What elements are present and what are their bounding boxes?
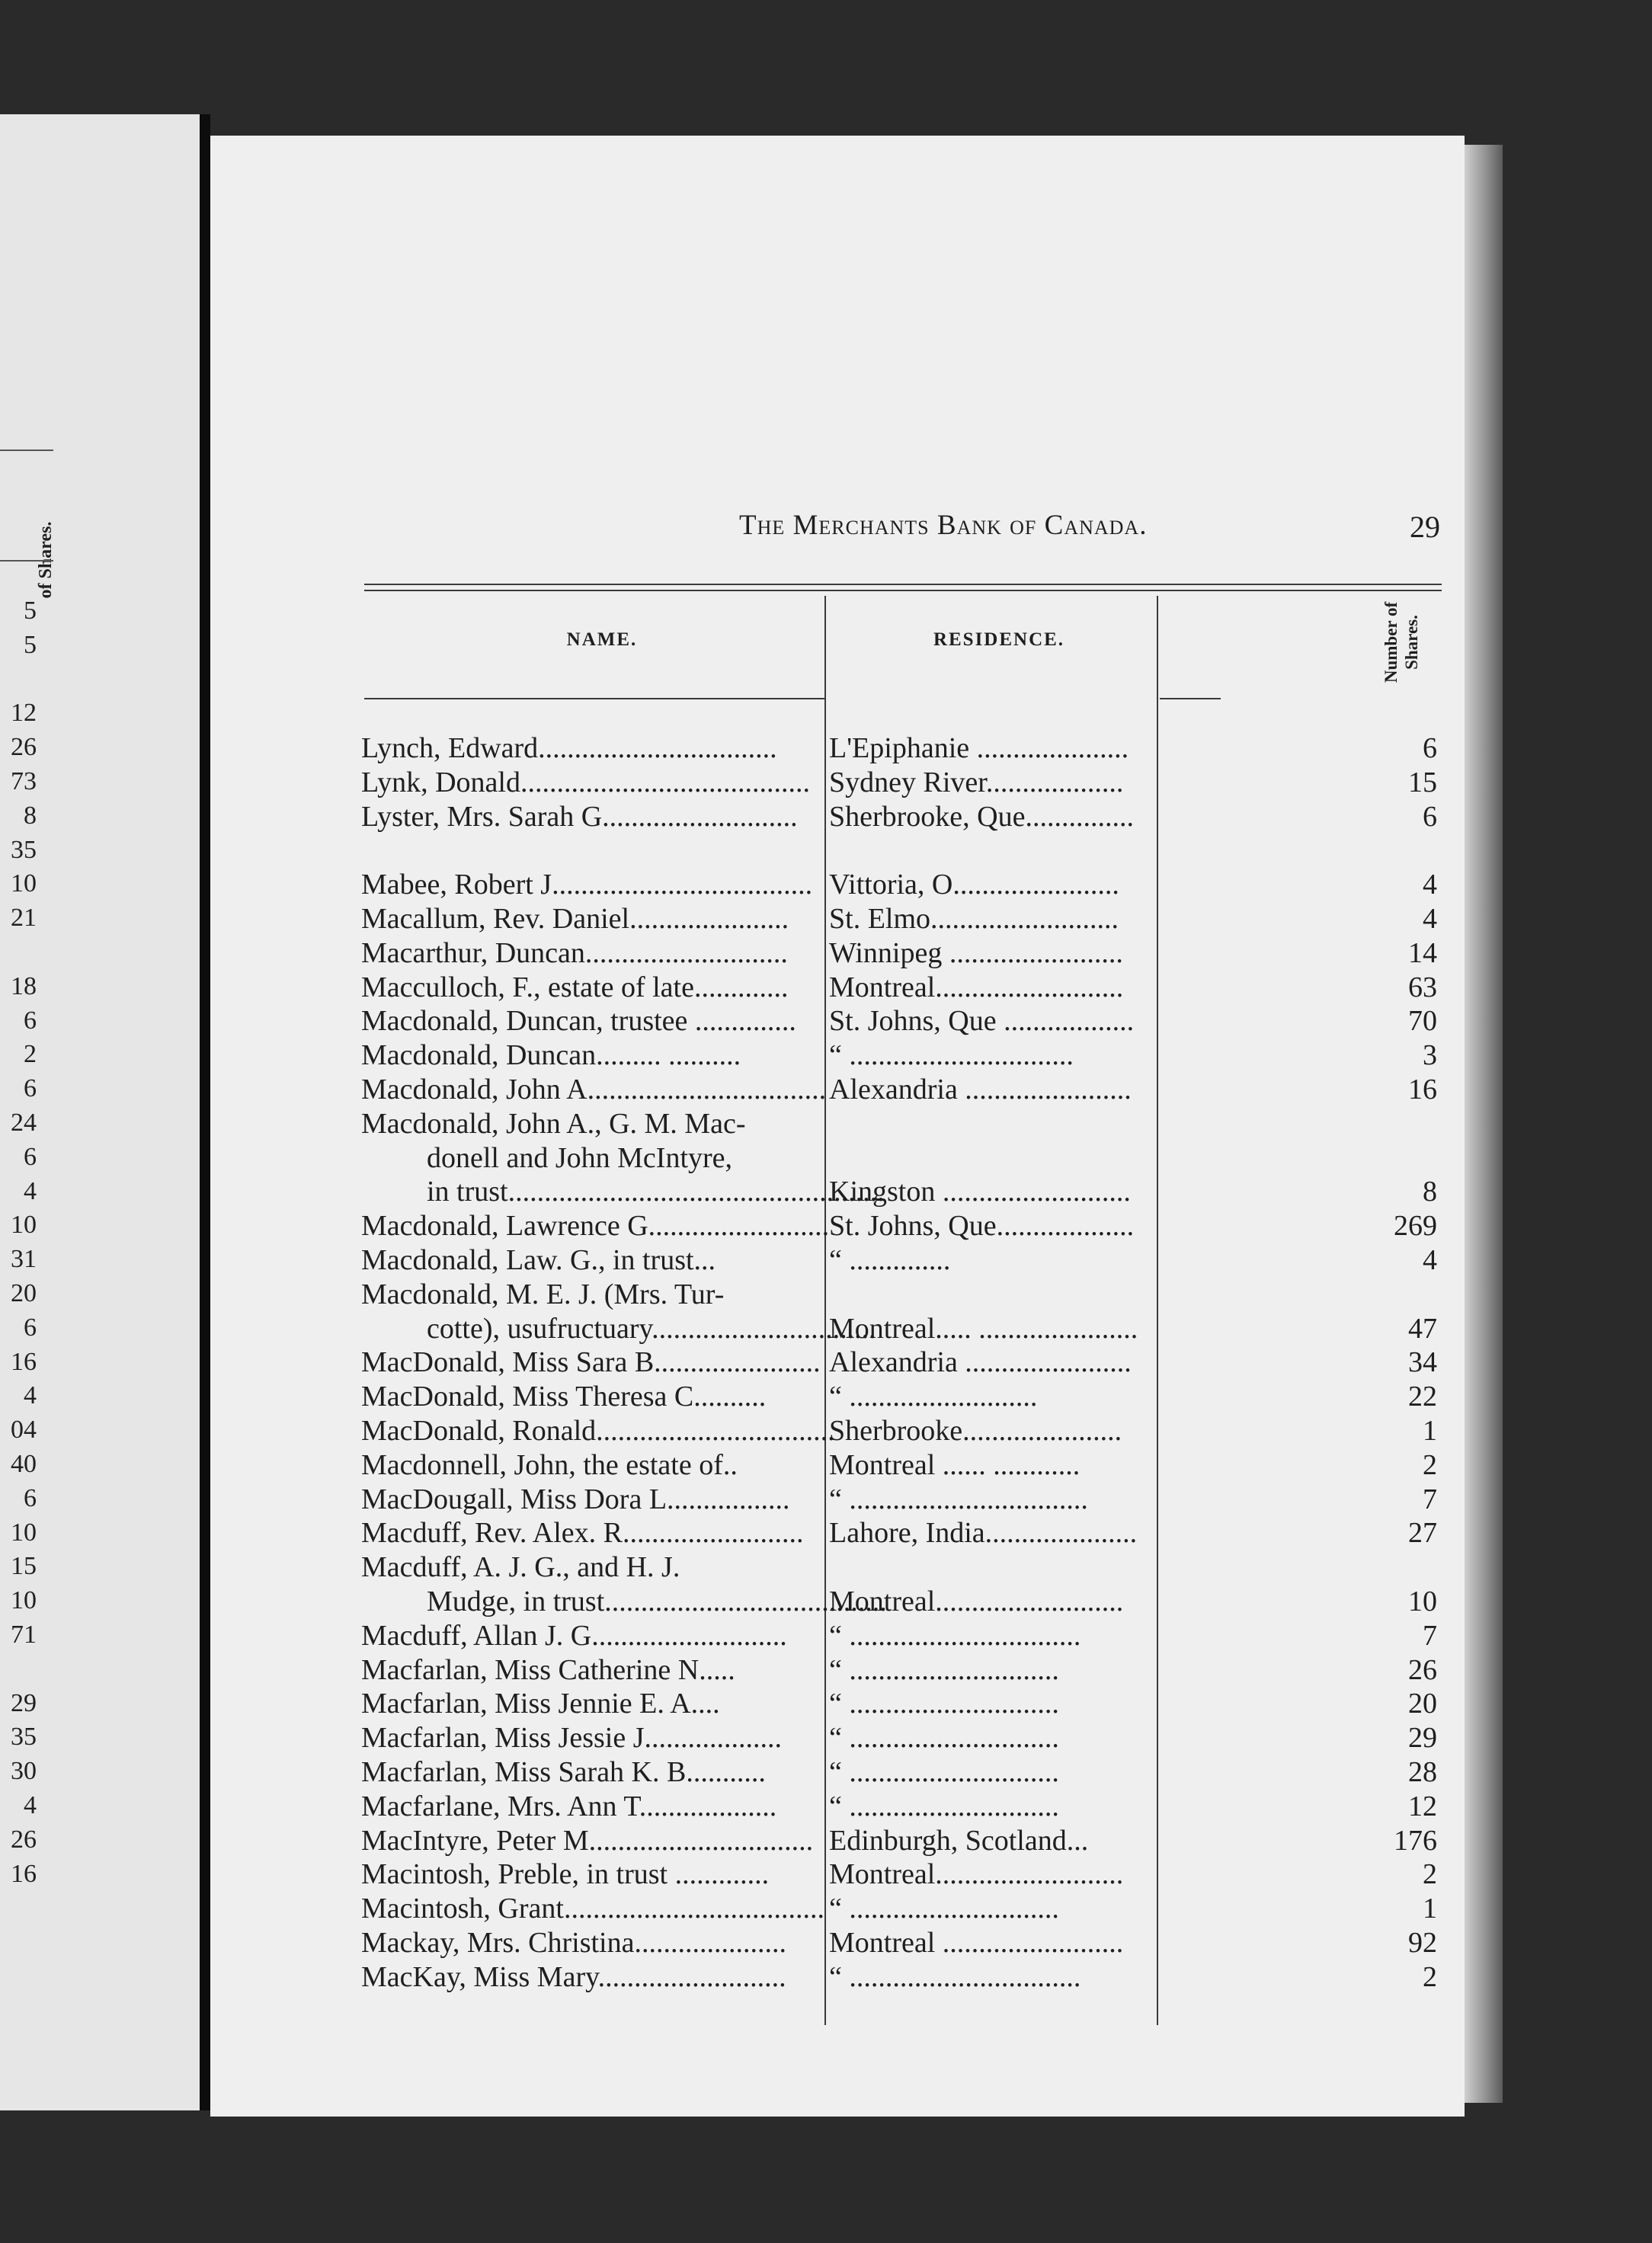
left-page-number: 24 — [11, 1109, 37, 1137]
shareholder-residence: Kingston .......................... — [829, 1176, 1131, 1208]
shareholder-residence: Montreal..... ...................... — [829, 1312, 1138, 1345]
left-page-number: 26 — [11, 1825, 37, 1854]
shareholder-residence: “ ................................ — [829, 1960, 1081, 1993]
shareholder-shares: 7 — [1423, 1483, 1437, 1515]
shareholder-name: MacDougall, Miss Dora L................. — [361, 1483, 790, 1515]
shareholder-residence: Montreal ...... ............ — [829, 1448, 1081, 1481]
shareholder-name: cotte), usufructuary............................... — [427, 1312, 876, 1345]
shareholder-name: Mudge, in trust....................................... — [427, 1585, 887, 1617]
shareholder-shares: 14 — [1408, 936, 1437, 969]
shareholder-name: Macdonald, John A................................. — [361, 1074, 827, 1106]
shareholder-shares: 27 — [1408, 1517, 1437, 1550]
shareholder-name: Macfarlan, Miss Catherine N..... — [361, 1653, 735, 1686]
table-row — [210, 1516, 1465, 1550]
shareholder-residence: Lahore, India..................... — [829, 1517, 1138, 1550]
table-row — [210, 1721, 1465, 1755]
facing-page-left — [0, 114, 200, 2110]
left-page-number: 2 — [24, 1040, 37, 1069]
shareholder-residence: “ ............................. — [829, 1790, 1059, 1822]
shareholder-residence: “ ............................. — [829, 1722, 1059, 1755]
table-row — [210, 1312, 1465, 1345]
shareholder-shares: 16 — [1408, 1074, 1437, 1106]
left-page-number: 21 — [11, 904, 37, 933]
shareholder-shares: 7 — [1423, 1619, 1437, 1652]
table-row — [210, 1448, 1465, 1482]
table-row — [210, 1619, 1465, 1653]
shareholder-shares: 3 — [1423, 1039, 1437, 1072]
column-header-shares-text: Number of Shares. — [1381, 601, 1421, 683]
shareholder-shares: 63 — [1408, 971, 1437, 1003]
table-row — [210, 936, 1465, 970]
table-row — [210, 731, 1465, 765]
shareholder-shares: 6 — [1423, 800, 1437, 833]
shareholder-name: Mackay, Mrs. Christina..................... — [361, 1927, 786, 1959]
left-page-number: 29 — [11, 1688, 37, 1717]
shareholder-residence: “ ............................. — [829, 1653, 1059, 1686]
shareholder-shares: 10 — [1408, 1585, 1437, 1617]
table-row — [210, 1038, 1465, 1072]
shareholder-name: Macculloch, F., estate of late............. — [361, 971, 789, 1003]
shareholder-shares: 2 — [1423, 1448, 1437, 1481]
left-page-number: 31 — [11, 1245, 37, 1274]
shareholder-residence: “ .............. — [829, 1244, 951, 1276]
left-page-number: 6 — [24, 1313, 37, 1342]
left-page-number: 71 — [11, 1621, 37, 1649]
shareholder-residence: Montreal.......................... — [829, 1585, 1124, 1617]
table-row — [210, 1243, 1465, 1277]
left-page-number: 4 — [24, 1791, 37, 1819]
column-header-name: NAME. — [566, 629, 638, 650]
shareholder-residence: “ ............................. — [829, 1756, 1059, 1788]
shareholder-shares: 28 — [1408, 1756, 1437, 1788]
left-page-number: 20 — [11, 1279, 37, 1307]
shareholder-residence: “ ................................ — [829, 1619, 1081, 1652]
shareholder-residence: Montreal ......................... — [829, 1927, 1124, 1959]
shareholder-residence: Sydney River................... — [829, 766, 1124, 798]
shareholder-residence: St. Elmo.......................... — [829, 903, 1119, 935]
table-row — [210, 1414, 1465, 1448]
shareholder-name: Macdonald, Duncan......... .......... — [361, 1039, 741, 1072]
shareholder-name: Macfarlan, Miss Sarah K. B........... — [361, 1756, 766, 1788]
table-row — [210, 800, 1465, 834]
left-page-number: 16 — [11, 1347, 37, 1376]
left-page-number: 10 — [11, 1586, 37, 1615]
left-page-number: 16 — [11, 1859, 37, 1888]
shareholder-shares: 176 — [1394, 1824, 1437, 1857]
table-row — [210, 1755, 1465, 1789]
shareholder-shares: 22 — [1408, 1381, 1437, 1413]
shareholder-name: MacKay, Miss Mary.......................... — [361, 1960, 786, 1993]
shareholder-name: Macintosh, Grant.................................... — [361, 1893, 824, 1925]
table-row — [210, 1857, 1465, 1891]
shareholder-name: Macallum, Rev. Daniel...................... — [361, 903, 789, 935]
header-underline-name — [364, 698, 824, 699]
shareholder-shares: 92 — [1408, 1927, 1437, 1959]
shareholder-name: Mabee, Robert J.................................... — [361, 869, 813, 901]
left-page-number: 04 — [11, 1416, 37, 1445]
shareholder-residence: Sherbrooke...................... — [829, 1415, 1122, 1447]
table-row — [210, 1380, 1465, 1413]
left-page-number: 10 — [11, 869, 37, 898]
shareholder-name: Macdonald, Lawrence G......................... — [361, 1210, 830, 1243]
shareholder-residence: Edinburgh, Scotland... — [829, 1824, 1089, 1857]
left-page-number: 6 — [24, 1142, 37, 1171]
table-row — [210, 1926, 1465, 1960]
header-underline-shares — [1160, 698, 1221, 699]
shareholder-residence: Sherbrooke, Que............... — [829, 800, 1134, 833]
left-page-number: 12 — [11, 699, 37, 728]
shareholder-name: Macfarlane, Mrs. Ann T................... — [361, 1790, 777, 1822]
table-row — [210, 1107, 1465, 1141]
left-page-number: 6 — [24, 1074, 37, 1103]
table-row — [210, 1004, 1465, 1038]
table-row — [210, 1653, 1465, 1687]
table-row — [210, 1585, 1465, 1618]
shareholder-name: in trust.................................................... — [427, 1176, 885, 1208]
table-row — [210, 834, 1465, 867]
table-row — [210, 1824, 1465, 1857]
shareholder-shares: 269 — [1394, 1210, 1437, 1243]
table-row — [210, 1073, 1465, 1106]
shareholder-name: Macfarlan, Miss Jennie E. A.... — [361, 1688, 720, 1720]
shareholder-shares: 1 — [1423, 1415, 1437, 1447]
shareholder-shares: 20 — [1408, 1688, 1437, 1720]
left-page-number: 26 — [11, 733, 37, 762]
shareholder-name: Lynk, Donald........................................ — [361, 766, 810, 798]
table-row — [210, 1960, 1465, 1994]
book-gutter — [200, 114, 210, 2110]
left-page-number: 35 — [11, 835, 37, 864]
left-page-number: 6 — [24, 1483, 37, 1512]
shareholder-residence: “ ............................. — [829, 1688, 1059, 1720]
left-page-rule — [0, 450, 53, 451]
table-row — [210, 766, 1465, 799]
shareholder-shares: 70 — [1408, 1005, 1437, 1038]
running-head: The Merchants Bank of Canada. — [739, 510, 1148, 541]
shareholder-shares: 15 — [1408, 766, 1437, 798]
shareholder-shares: 12 — [1408, 1790, 1437, 1822]
top-rule-double — [364, 590, 1442, 591]
shareholder-shares: 1 — [1423, 1893, 1437, 1925]
shareholder-residence: L'Epiphanie ..................... — [829, 732, 1129, 764]
left-page-number: 5 — [24, 597, 37, 625]
shareholder-name: MacDonald, Miss Theresa C.......... — [361, 1381, 767, 1413]
page-stack-edge — [1465, 145, 1503, 2103]
table-row — [210, 1483, 1465, 1516]
shareholder-shares: 8 — [1423, 1176, 1437, 1208]
shareholder-shares: 47 — [1408, 1312, 1437, 1345]
shareholder-residence: “ ................................. — [829, 1483, 1088, 1515]
shareholder-name: Macfarlan, Miss Jessie J................... — [361, 1722, 782, 1755]
shareholder-shares: 2 — [1423, 1960, 1437, 1993]
table-row — [210, 1550, 1465, 1584]
table-row — [210, 1209, 1465, 1243]
shareholder-shares: 34 — [1408, 1346, 1437, 1379]
left-page-number: 10 — [11, 1211, 37, 1240]
column-header-shares — [1372, 597, 1440, 689]
shareholder-name: Macdonald, Law. G., in trust... — [361, 1244, 716, 1276]
table-row — [210, 1790, 1465, 1823]
page-right — [210, 136, 1465, 2117]
shareholder-shares: 2 — [1423, 1858, 1437, 1891]
shareholder-name: MacIntyre, Peter M............................... — [361, 1824, 814, 1857]
shareholder-residence: “ .......................... — [829, 1381, 1038, 1413]
shareholder-name: Macintosh, Preble, in trust ............. — [361, 1858, 770, 1891]
shareholder-shares: 4 — [1423, 1244, 1437, 1276]
left-page-number: 4 — [24, 1176, 37, 1205]
shareholder-shares: 6 — [1423, 732, 1437, 764]
table-row — [210, 1278, 1465, 1311]
left-page-number: 40 — [11, 1450, 37, 1478]
table-row — [210, 1175, 1465, 1208]
table-row — [210, 1345, 1465, 1379]
shareholder-residence: Alexandria ....................... — [829, 1074, 1132, 1106]
left-page-number: 30 — [11, 1757, 37, 1786]
left-page-number: 4 — [24, 1381, 37, 1410]
shareholder-name: Macduff, Rev. Alex. R......................... — [361, 1517, 804, 1550]
table-row — [210, 1892, 1465, 1925]
shareholder-name: Macdonald, John A., G. M. Mac- — [361, 1107, 746, 1140]
left-page-rule — [0, 560, 53, 562]
shareholder-residence: “ ............................... — [829, 1039, 1074, 1072]
shareholder-shares: 4 — [1423, 869, 1437, 901]
shareholder-name: Lyster, Mrs. Sarah G........................... — [361, 800, 798, 833]
shareholder-name: Macdonald, M. E. J. (Mrs. Tur- — [361, 1278, 725, 1310]
shareholder-name: Macdonald, Duncan, trustee .............. — [361, 1005, 796, 1038]
shareholder-name: donell and John McIntyre, — [427, 1141, 733, 1174]
left-page-number: 8 — [24, 801, 37, 830]
shareholder-name: MacDonald, Miss Sara B....................... — [361, 1346, 821, 1379]
left-page-number: 35 — [11, 1723, 37, 1752]
table-row — [210, 902, 1465, 936]
shareholder-residence: Vittoria, O....................... — [829, 869, 1119, 901]
table-row — [210, 971, 1465, 1004]
table-row — [210, 1687, 1465, 1720]
shareholder-name: Lynch, Edward................................. — [361, 732, 777, 764]
left-page-number: 18 — [11, 971, 37, 1000]
column-header-residence: RESIDENCE. — [933, 629, 1065, 650]
shareholder-name: Macduff, Allan J. G........................... — [361, 1619, 787, 1652]
left-page-number: 73 — [11, 767, 37, 795]
top-rule — [364, 584, 1442, 585]
shareholder-shares: 26 — [1408, 1653, 1437, 1686]
shareholder-name: Macdonnell, John, the estate of.. — [361, 1448, 738, 1481]
left-page-shares-header-text: of Shares. — [36, 521, 56, 599]
shareholder-residence: Montreal.......................... — [829, 971, 1124, 1003]
shareholder-name: Macarthur, Duncan............................ — [361, 936, 788, 969]
page-number: 29 — [1410, 510, 1440, 544]
table-row — [210, 1141, 1465, 1175]
shareholder-shares: 4 — [1423, 903, 1437, 935]
left-page-number: 5 — [24, 630, 37, 659]
shareholder-residence: Winnipeg ........................ — [829, 936, 1123, 969]
shareholder-residence: “ ............................. — [829, 1893, 1059, 1925]
shareholder-name: MacDonald, Ronald................................. — [361, 1415, 835, 1447]
shareholder-shares: 29 — [1408, 1722, 1437, 1755]
shareholder-residence: St. Johns, Que................... — [829, 1210, 1135, 1243]
shareholder-residence: St. Johns, Que .................. — [829, 1005, 1135, 1038]
table-row — [210, 868, 1465, 901]
shareholder-residence: Alexandria ....................... — [829, 1346, 1132, 1379]
shareholder-name: Macduff, A. J. G., and H. J. — [361, 1551, 680, 1584]
left-page-number: 10 — [11, 1518, 37, 1547]
left-page-number: 6 — [24, 1006, 37, 1035]
shareholder-residence: Montreal.......................... — [829, 1858, 1124, 1891]
left-page-number: 15 — [11, 1552, 37, 1581]
